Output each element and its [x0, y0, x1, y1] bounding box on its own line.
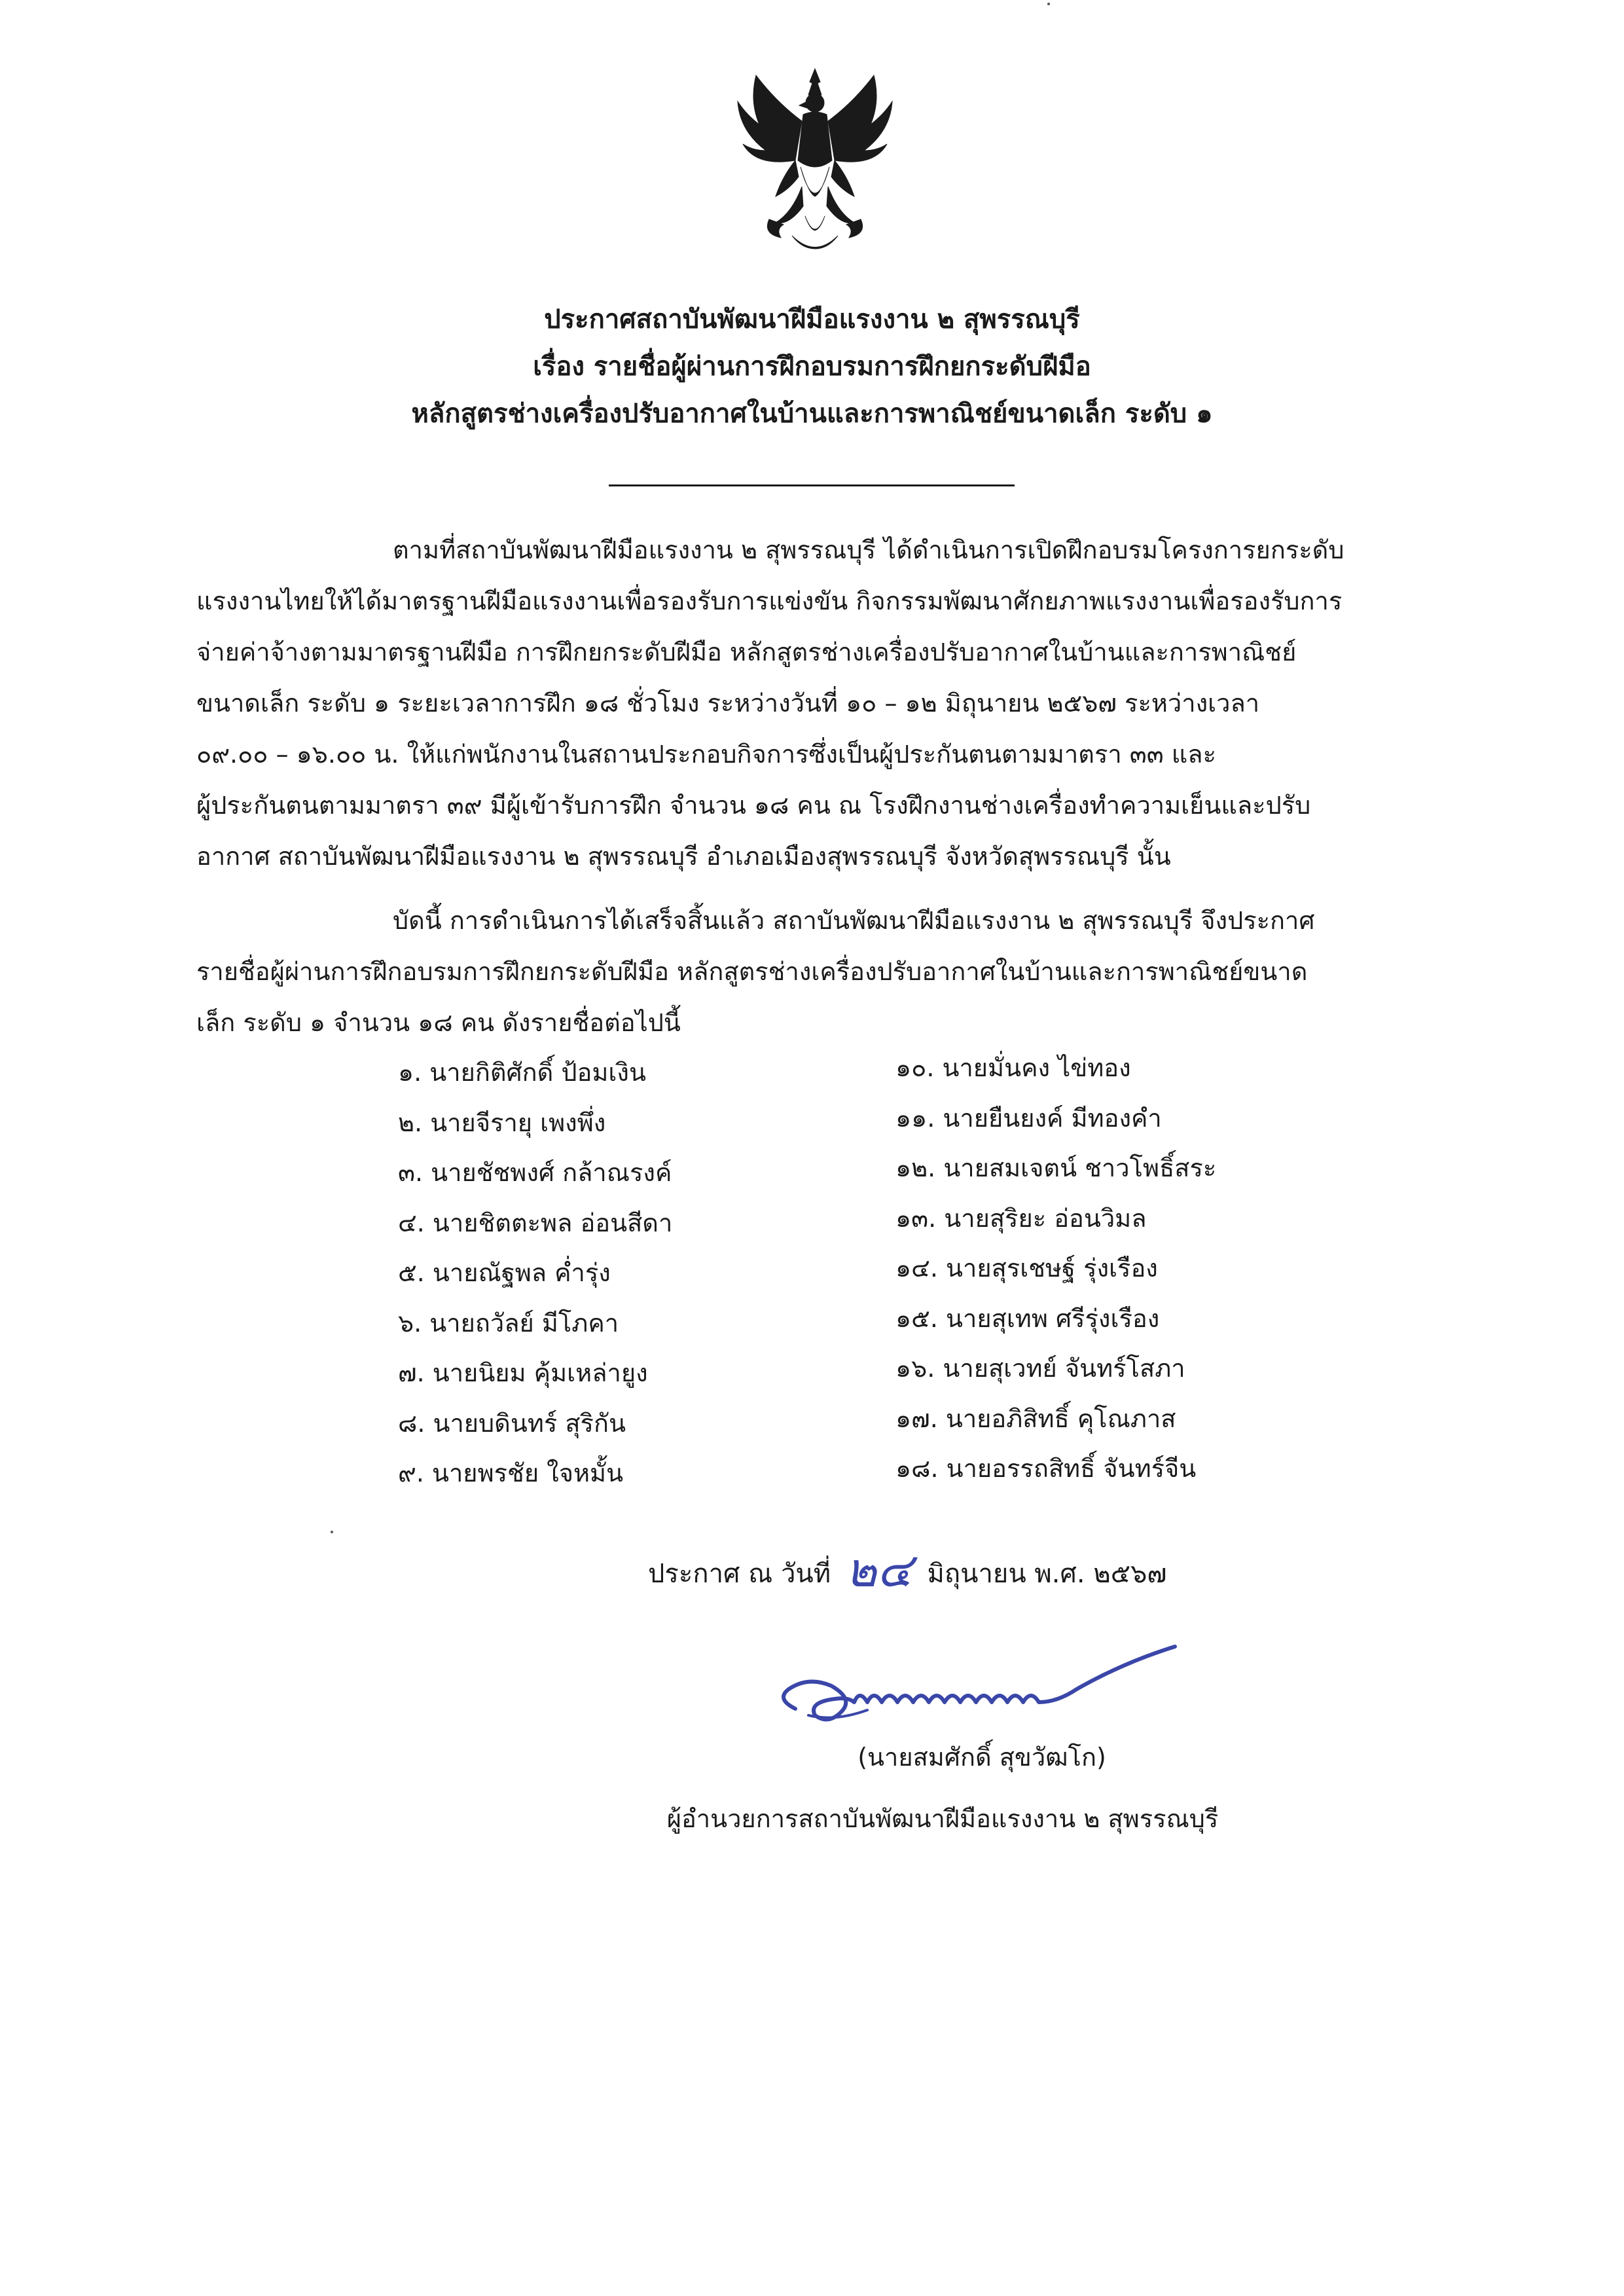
announcement-date [648, 1542, 1167, 1597]
paragraph1-line: อากาศ สถาบันพัฒนาฝีมือแรงงาน ๒ สุพรรณบุรี อำเภอเมืองสุพรรณบุรี จังหวัดสุพรรณบุรี นั้น [196, 842, 1171, 871]
date-suffix: มิถุนายน พ.ศ. ๒๕๖๗ [927, 1559, 1167, 1589]
trainee-name: ๑๒. นายสมเจตน์ ชาวโพธิ์สระ [895, 1154, 1217, 1182]
scan-speck [331, 1531, 333, 1533]
paragraph2-line: บัดนี้ การดำเนินการได้เสร็จสิ้นแล้ว สถาบันพัฒนาฝีมือแรงงาน ๒ สุพรรณบุรี จึงประกาศ [393, 906, 1315, 935]
trainee-name: ๑๑. นายยืนยงค์ มีทองคำ [895, 1103, 1162, 1133]
paragraph1-line: แรงงานไทยให้ได้มาตรฐานฝีมือแรงงานเพื่อรองรับการแข่งขัน กิจกรรมพัฒนาศักยภาพแรงงานเพื่อรองรับการ [196, 587, 1343, 615]
heading-divider [609, 484, 1015, 486]
trainee-name: ๒. นายจีรายุ เพงพึ่ง [398, 1108, 606, 1137]
handwritten-signature [769, 1637, 1201, 1755]
paragraph2-line: รายชื่อผู้ผ่านการฝึกอบรมการฝึกยกระดับฝีมือ หลักสูตรช่างเครื่องปรับอากาศในบ้านและการพาณิชย์ขนาด [196, 957, 1308, 986]
signer-title: ผู้อำนวยการสถาบันพัฒนาฝีมือแรงงาน ๒ สุพรรณบุรี [666, 1804, 1219, 1833]
paragraph1-line: ๐๙.๐๐ – ๑๖.๐๐ น. ให้แก่พนักงานในสถานประกอบกิจการซึ่งเป็นผู้ประกันตนตามมาตรา ๓๓ และ [196, 740, 1216, 769]
paragraph2-line: เล็ก ระดับ ๑ จำนวน ๑๘ คน ดังรายชื่อต่อไปนี้ [196, 1008, 681, 1037]
trainee-name: ๑๖. นายสุเวทย์ จันทร์โสภา [895, 1354, 1185, 1383]
trainee-name: ๓. นายชัชพงศ์ กล้าณรงค์ [398, 1158, 672, 1187]
trainee-name: ๖. นายถวัลย์ มีโภคา [398, 1308, 619, 1338]
paragraph1-line: ขนาดเล็ก ระดับ ๑ ระยะเวลาการฝึก ๑๘ ชั่วโมง ระหว่างวันที่ ๑๐ – ๑๒ มิถุนายน ๒๕๖๗ ระหว่างเวลา [196, 689, 1260, 718]
trainee-name: ๙. นายพรชัย ใจหมั้น [398, 1459, 624, 1487]
trainee-list-left [398, 1054, 672, 1505]
trainee-name: ๑๓. นายสุริยะ อ่อนวิมล [895, 1203, 1147, 1233]
date-day-handwritten: ๒๔ [845, 1542, 912, 1597]
trainee-name: ๔. นายชิตตะพล อ่อนสีดา [398, 1208, 673, 1237]
trainee-name: ๗. นายนิยม คุ้มเหล่ายูง [398, 1358, 648, 1387]
trainee-name: ๘. นายบดินทร์ สุริกัน [398, 1408, 626, 1438]
trainee-name: ๑๔. นายสุรเชษฐ์ รุ่งเรือง [895, 1254, 1158, 1283]
trainee-name: ๑๘. นายอรรถสิทธิ์ จันทร์จีน [895, 1454, 1197, 1483]
scan-speck [1047, 3, 1050, 5]
trainee-name: ๑. นายกิติศักดิ์ ป้อมเงิน [398, 1058, 646, 1087]
paragraph1-line: จ่ายค่าจ้างตามมาตรฐานฝีมือ การฝึกยกระดับฝีมือ หลักสูตรช่างเครื่องปรับอากาศในบ้านและการพาณิชย์ [196, 638, 1297, 666]
trainee-name: ๑๐. นายมั่นคง ไข่ทอง [895, 1053, 1131, 1082]
garuda-emblem-icon [730, 62, 900, 259]
trainee-name: ๑๗. นายอภิสิทธิ์ คุโณภาส [895, 1404, 1176, 1433]
heading-subject: เรื่อง รายชื่อผู้ผ่านการฝึกอบรมการฝึกยกระดับฝีมือ [533, 352, 1091, 382]
paragraph1-line: ตามที่สถาบันพัฒนาฝีมือแรงงาน ๒ สุพรรณบุรี ได้ดำเนินการเปิดฝึกอบรมโครงการยกระดับ [393, 536, 1344, 564]
date-prefix: ประกาศ ณ วันที่ [648, 1559, 831, 1589]
trainee-name: ๕. นายณัฐพล ค่ำรุ่ง [398, 1258, 611, 1287]
heading-announcement-title: ประกาศสถาบันพัฒนาฝีมือแรงงาน ๒ สุพรรณบุรี [544, 304, 1080, 335]
trainee-list-right [895, 1049, 1216, 1501]
trainee-name: ๑๕. นายสุเทพ ศรีรุ่งเรือง [895, 1303, 1160, 1333]
paragraph1-line: ผู้ประกันตนตามมาตรา ๓๙ มีผู้เข้ารับการฝึก จำนวน ๑๘ คน ณ โรงฝึกงานช่างเครื่องทำความเย็นและปรับ [196, 791, 1311, 820]
signer-name: (นายสมศักดิ์ สุขวัฒโก) [857, 1743, 1106, 1772]
heading-course: หลักสูตรช่างเครื่องปรับอากาศในบ้านและการพาณิชย์ขนาดเล็ก ระดับ ๑ [411, 399, 1213, 429]
